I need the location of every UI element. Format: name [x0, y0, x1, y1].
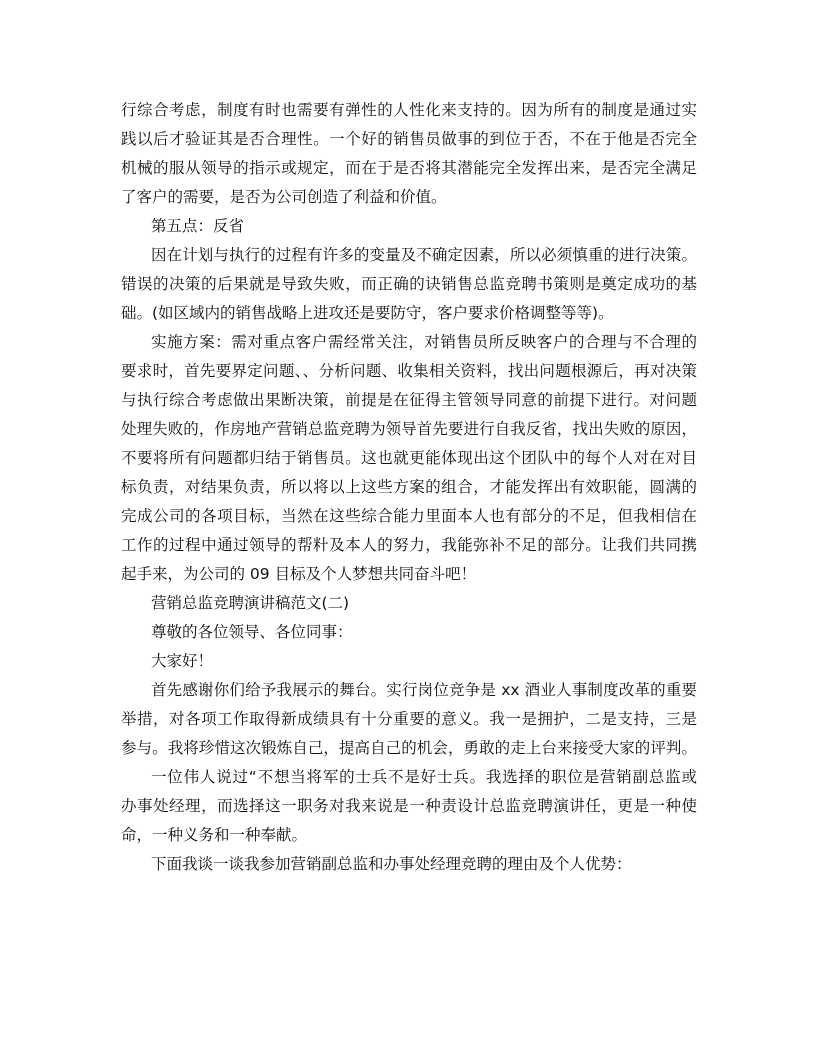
text-line: 参与。我将珍惜这次锻炼自己，提高自己的机会，勇敢的走上台来接受大家的评判。	[121, 739, 697, 757]
paragraph	[121, 241, 697, 328]
text-line: 首先感谢你们给予我展示的舞台。实行岗位竞争是 xx 酒业人事制度改革的重要	[151, 681, 697, 699]
text-line: 机械的服从领导的指示或规定，而在于是否将其潜能完全发挥出来，是否完全满足	[121, 159, 697, 177]
section-heading	[121, 212, 697, 241]
text-line: 办事处经理，而选择这一职务对我来说是一种责设计总监竞聘演讲任，更是一种使	[121, 797, 697, 815]
text-line: 践以后才验证其是否合理性。一个好的销售员做事的到位于否，不在于他是否完全	[121, 130, 697, 148]
text-line: 标负责，对结果负责，所以将以上这些方案的组合，才能发挥出有效职能，圆满的	[121, 478, 697, 496]
text-line: 处理失败的，作房地产营销总监竞聘为领导首先要进行自我反省，找出失败的原因，	[121, 420, 697, 438]
paragraph	[121, 96, 697, 212]
text-line: 一位伟人说过“不想当将军的士兵不是好士兵。我选择的职位是营销副总监或	[151, 768, 697, 786]
paragraph	[121, 676, 697, 763]
document-body	[121, 96, 697, 879]
greeting	[121, 647, 697, 676]
text-line: 因在计划与执行的过程有许多的变量及不确定因素，所以必须慎重的进行决策。	[151, 246, 697, 264]
section-title	[121, 589, 697, 618]
section-heading-text: 第五点：反省	[151, 217, 245, 235]
greeting-text: 大家好！	[151, 652, 214, 670]
text-line: 起手来，为公司的 09 目标及个人梦想共同奋斗吧！	[121, 565, 477, 583]
paragraph	[121, 763, 697, 850]
salutation-text: 尊敬的各位领导、各位同事：	[151, 623, 353, 641]
salutation	[121, 618, 697, 647]
text-line: 举措，对各项工作取得新成绩具有十分重要的意义。我一是拥护，二是支持，三是	[121, 710, 697, 728]
text-line: 下面我谈一谈我参加营销副总监和办事处经理竞聘的理由及个人优势：	[151, 855, 632, 873]
text-line: 要求时，首先要界定问题、、分析问题、收集相关资料，找出问题根源后，再对决策	[121, 362, 697, 380]
text-line: 完成公司的各项目标，当然在这些综合能力里面本人也有部分的不足，但我相信在	[121, 507, 697, 525]
paragraph	[121, 850, 697, 879]
text-line: 错误的决策的后果就是导致失败，而正确的诀销售总监竞聘书策则是奠定成功的基	[121, 275, 697, 293]
paragraph	[121, 328, 697, 589]
text-line: 行综合考虑，制度有时也需要有弹性的人性化来支持的。因为所有的制度是通过实	[121, 101, 697, 119]
text-line: 实施方案：需对重点客户需经常关注，对销售员所反映客户的合理与不合理的	[151, 333, 697, 351]
text-line: 与执行综合考虑做出果断决策，前提是在征得主管领导同意的前提下进行。对问题	[121, 391, 697, 409]
text-line: 不要将所有问题都归结于销售员。这也就更能体现出这个团队中的每个人对在对目	[121, 449, 697, 467]
text-line: 础。(如区域内的销售战略上进攻还是要防守，客户要求价格调整等等)。	[121, 304, 614, 322]
text-line: 工作的过程中通过领导的帮籵及本人的努力，我能弥补不足的部分。让我们共同携	[121, 536, 697, 554]
section-title-text: 营销总监竞聘演讲稿范文(二)	[151, 594, 350, 612]
text-line: 命，一种义务和一种奉献。	[121, 826, 308, 844]
text-line: 了客户的需要，是否为公司创造了利益和价值。	[121, 188, 447, 206]
